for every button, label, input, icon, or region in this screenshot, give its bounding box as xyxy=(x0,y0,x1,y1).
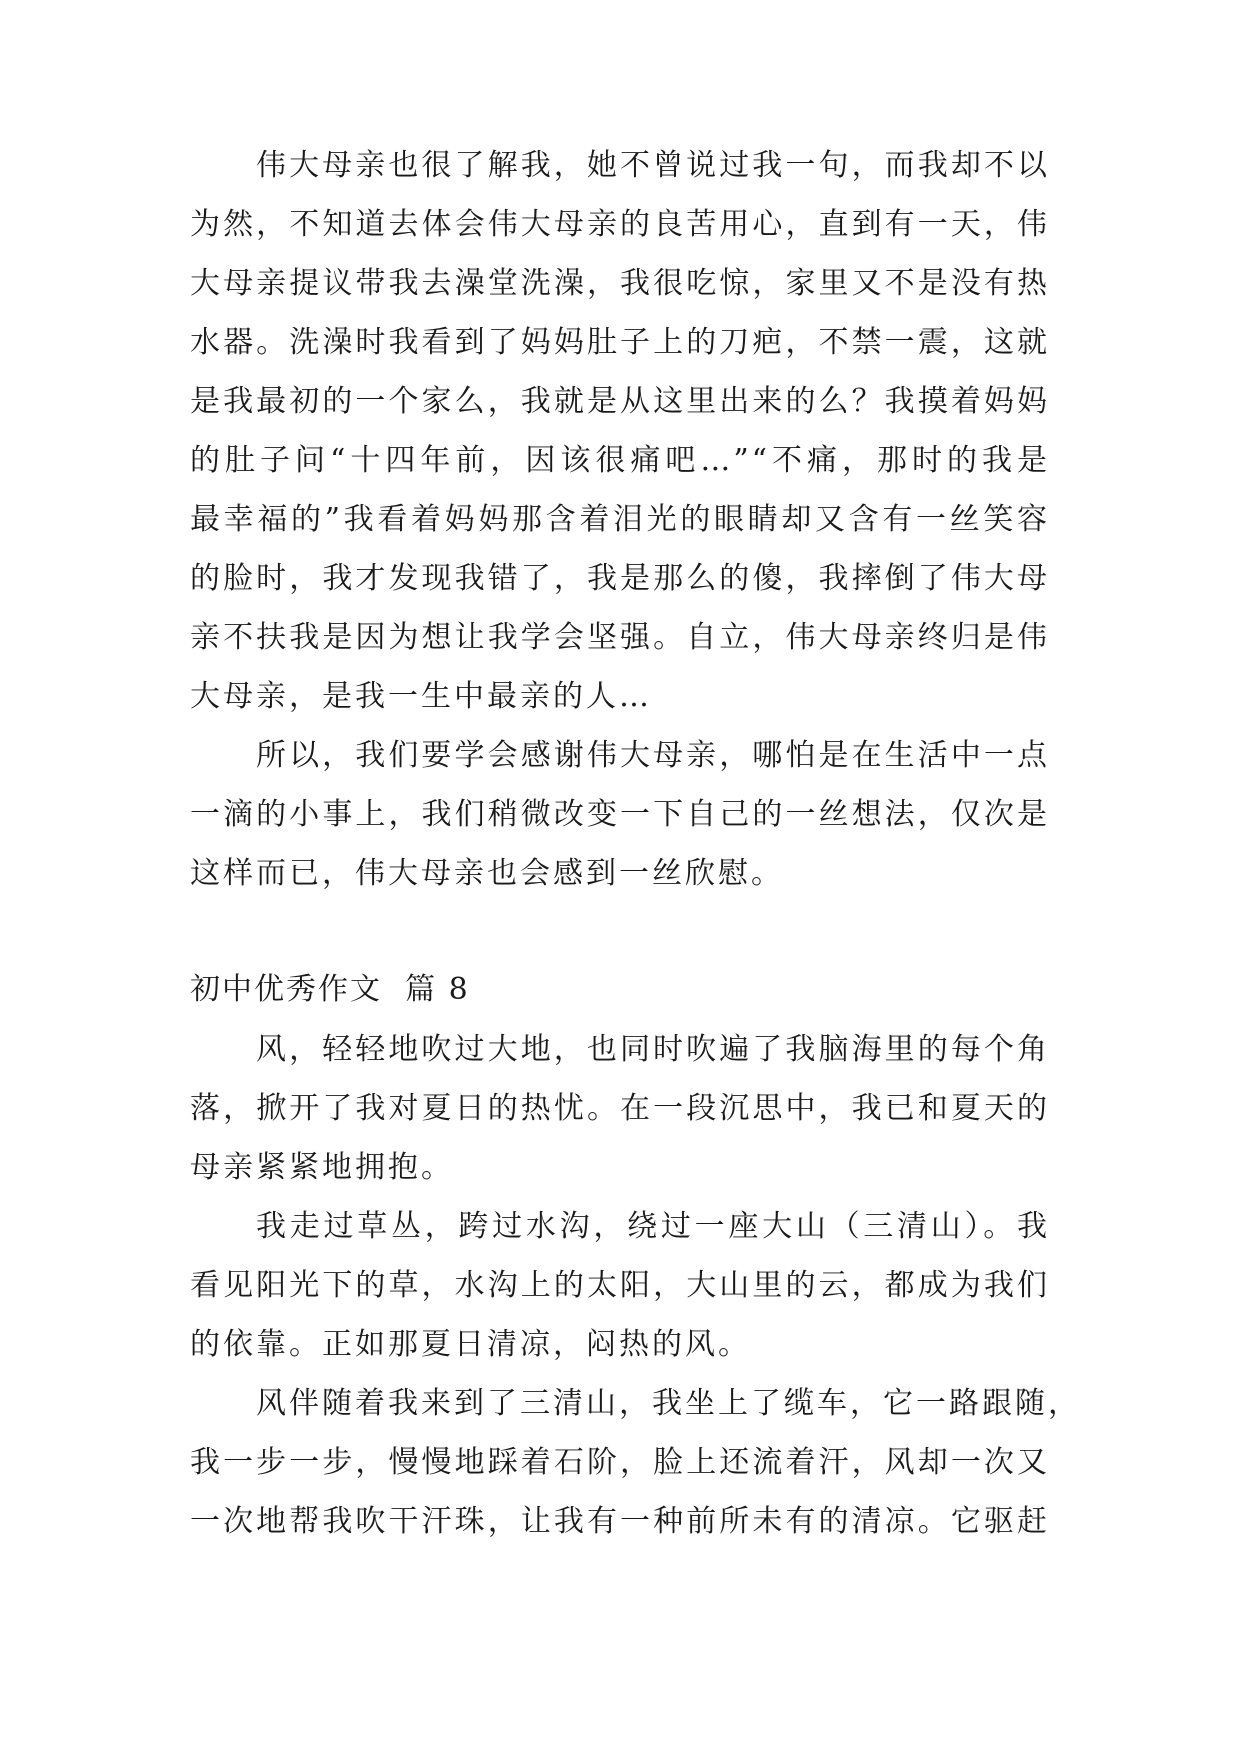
paragraph-4-line-2: 看见阳光下的草，水沟上的太阳，大山里的云，都成为我们 xyxy=(190,1268,1050,1303)
paragraph-2-line-3: 这样而已，伟大母亲也会感到一丝欣慰。 xyxy=(190,856,784,891)
paragraph-1-line-8: 的脸时，我才发现我错了，我是那么的傻，我摔倒了伟大母 xyxy=(190,561,1050,596)
paragraph-2-line-1: 所以，我们要学会感谢伟大母亲，哪怕是在生活中一点 xyxy=(256,738,1050,773)
paragraph-1-line-3: 大母亲提议带我去澡堂洗澡，我很吃惊，家里又不是没有热 xyxy=(190,266,1050,301)
paragraph-1-line-1: 伟大母亲也很了解我，她不曾说过我一句，而我却不以 xyxy=(256,148,1050,183)
paragraph-2-line-2: 一滴的小事上，我们稍微改变一下自己的一丝想法，仅次是 xyxy=(190,797,1050,832)
paragraph-3-line-2: 落，掀开了我对夏日的热忧。在一段沉思中，我已和夏天的 xyxy=(190,1091,1050,1126)
paragraph-5-line-2: 我一步一步，慢慢地踩着石阶，脸上还流着汗，风却一次又 xyxy=(190,1445,1050,1480)
paragraph-1-line-10: 大母亲，是我一生中最亲的人… xyxy=(190,679,652,714)
paragraph-4-line-3: 的依靠。正如那夏日清凉，闷热的风。 xyxy=(190,1327,751,1362)
paragraph-1-line-5: 是我最初的一个家么，我就是从这里出来的么？我摸着妈妈 xyxy=(190,384,1050,419)
paragraph-3-line-3: 母亲紧紧地拥抱。 xyxy=(190,1150,454,1185)
paragraph-4-line-1: 我走过草丛，跨过水沟，绕过一座大山（三清山）。我 xyxy=(256,1209,1050,1244)
paragraph-5-line-3: 一次地帮我吹干汗珠，让我有一种前所未有的清凉。它驱赶 xyxy=(190,1504,1050,1539)
paragraph-5-line-1: 风伴随着我来到了三清山，我坐上了缆车，它一路跟随， xyxy=(256,1386,1081,1421)
paragraph-1-line-2: 为然，不知道去体会伟大母亲的良苦用心，直到有一天，伟 xyxy=(190,207,1050,242)
paragraph-3-line-1: 风，轻轻地吹过大地，也同时吹遍了我脑海里的每个角 xyxy=(256,1032,1050,1067)
section-heading: 初中优秀作文 篇 8 xyxy=(190,972,470,1007)
paragraph-1-line-7: 最幸福的”我看着妈妈那含着泪光的眼睛却又含有一丝笑容 xyxy=(190,502,1050,537)
paragraph-1-line-4: 水器。洗澡时我看到了妈妈肚子上的刀疤，不禁一震，这就 xyxy=(190,325,1050,360)
paragraph-1-line-9: 亲不扶我是因为想让我学会坚强。自立，伟大母亲终归是伟 xyxy=(190,620,1050,655)
paragraph-1-line-6: 的肚子问“十四年前，因该很痛吧…”“不痛，那时的我是 xyxy=(190,443,1050,478)
